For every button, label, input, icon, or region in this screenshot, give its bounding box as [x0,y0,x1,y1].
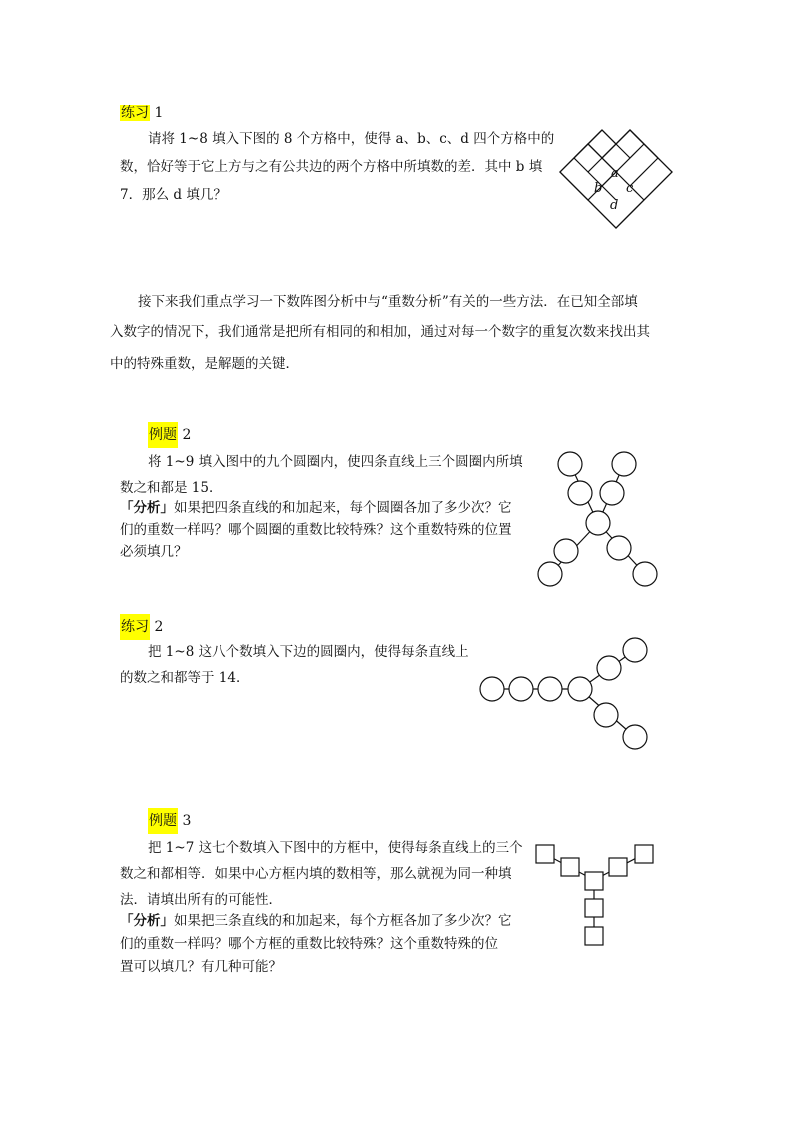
practice1-number: 1 [150,105,164,121]
circle-row-2[interactable] [509,677,533,701]
example3-heading [148,806,191,836]
example2-analysis-tag: 「分析」 [120,500,174,516]
x-circles-figure [530,448,665,593]
practice2-heading [120,612,163,642]
intro-line-3: 中的特殊重数，是解题的关键． [110,356,299,372]
cell-label-a: a [611,166,619,181]
example2-heading [148,420,191,450]
box-left-inner[interactable] [561,858,579,876]
diamond-grid-figure [558,128,673,220]
box-lower-1[interactable] [585,899,603,917]
circle-bottom-right-outer[interactable] [633,562,657,586]
cell-label-d: d [610,198,619,213]
example3-label: 例题 [148,808,178,834]
practice2-line-2: 的数之和都等于 14． [120,670,250,686]
example3-analysis-line-2: 们的重数一样吗？哪个方框的重数比较特殊？这个重数特殊的位 [120,936,498,952]
practice2-line-1: 把 1~8 这八个数填入下边的圆圈内，使得每条直线上 [148,644,469,660]
example2-analysis-line-3: 必须填几？ [120,544,188,560]
cell-label-b: b [594,181,603,196]
practice2-label: 练习 [120,614,150,640]
example2-number: 2 [178,427,192,443]
circle-upper-branch-1[interactable] [597,656,621,680]
y-circles-figure [478,635,653,753]
example3-line-1: 把 1~7 这七个数填入下图中的方框中，使得每条直线上的三个 [148,840,523,856]
example2-analysis-line-2: 们的重数一样吗？哪个圆圈的重数比较特殊？这个重数特殊的位置 [120,522,512,538]
practice1-heading [120,103,163,123]
example3-line-3: 法．请填出所有的可能性． [120,892,282,908]
example3-line-2: 数之和都相等．如果中心方框内填的数相等，那么就视为同一种填 [120,866,512,882]
example3-analysis-line-1 [120,909,512,934]
example3-analysis-text-1: 如果把三条直线的和加起来，每个方框各加了多少次？它 [174,913,512,929]
intro-line-1: 接下来我们重点学习一下数阵图分析中与“重数分析”有关的一些方法．在已知全部填 [138,294,638,310]
circle-row-1[interactable] [480,677,504,701]
circle-bottom-right-inner[interactable] [607,536,631,560]
circle-bottom-left-outer[interactable] [538,562,562,586]
circle-top-left-inner[interactable] [568,481,592,505]
intro-line-2: 入数字的情况下，我们通常是把所有相同的和相加，通过对每一个数字的重复次数来找出其 [110,324,650,340]
circle-top-right-inner[interactable] [600,481,624,505]
example2-line-1: 将 1~9 填入图中的九个圆圈内，使四条直线上三个圆圈内所填 [148,454,523,470]
circle-center[interactable] [586,511,610,535]
box-lower-2[interactable] [585,927,603,945]
circle-junction[interactable] [568,677,592,701]
example3-number: 3 [178,813,192,829]
example3-analysis-tag: 「分析」 [120,913,174,929]
box-center[interactable] [585,872,603,890]
circle-lower-branch-2[interactable] [623,725,647,749]
example2-label: 例题 [148,422,178,448]
example3-analysis-line-3: 置可以填几？有几种可能？ [120,959,282,975]
circle-upper-branch-2[interactable] [623,638,647,662]
practice1-line-1: 请将 1~8 填入下图的 8 个方格中，使得 a、b、c、d 四个方格中的 [148,131,555,147]
circle-lower-branch-1[interactable] [594,703,618,727]
circle-top-left-outer[interactable] [558,452,582,476]
practice1-label: 练习 [121,105,149,121]
example2-line-2: 数之和都是 15． [120,480,223,496]
example2-analysis-text-1: 如果把四条直线的和加起来，每个圆圈各加了多少次？它 [174,500,512,516]
cell-label-c: c [626,181,634,196]
practice2-number: 2 [150,619,164,635]
box-right-outer[interactable] [635,845,653,863]
practice1-line-2: 数，恰好等于它上方与之有公共边的两个方格中所填数的差．其中 b 填 [120,159,543,175]
box-left-outer[interactable] [536,845,554,863]
circle-row-3[interactable] [538,677,562,701]
y-boxes-figure [535,842,660,952]
circle-top-right-outer[interactable] [612,452,636,476]
practice1-line-3: 7．那么 d 填几？ [120,187,227,203]
box-right-inner[interactable] [609,858,627,876]
circle-bottom-left-inner[interactable] [554,539,578,563]
